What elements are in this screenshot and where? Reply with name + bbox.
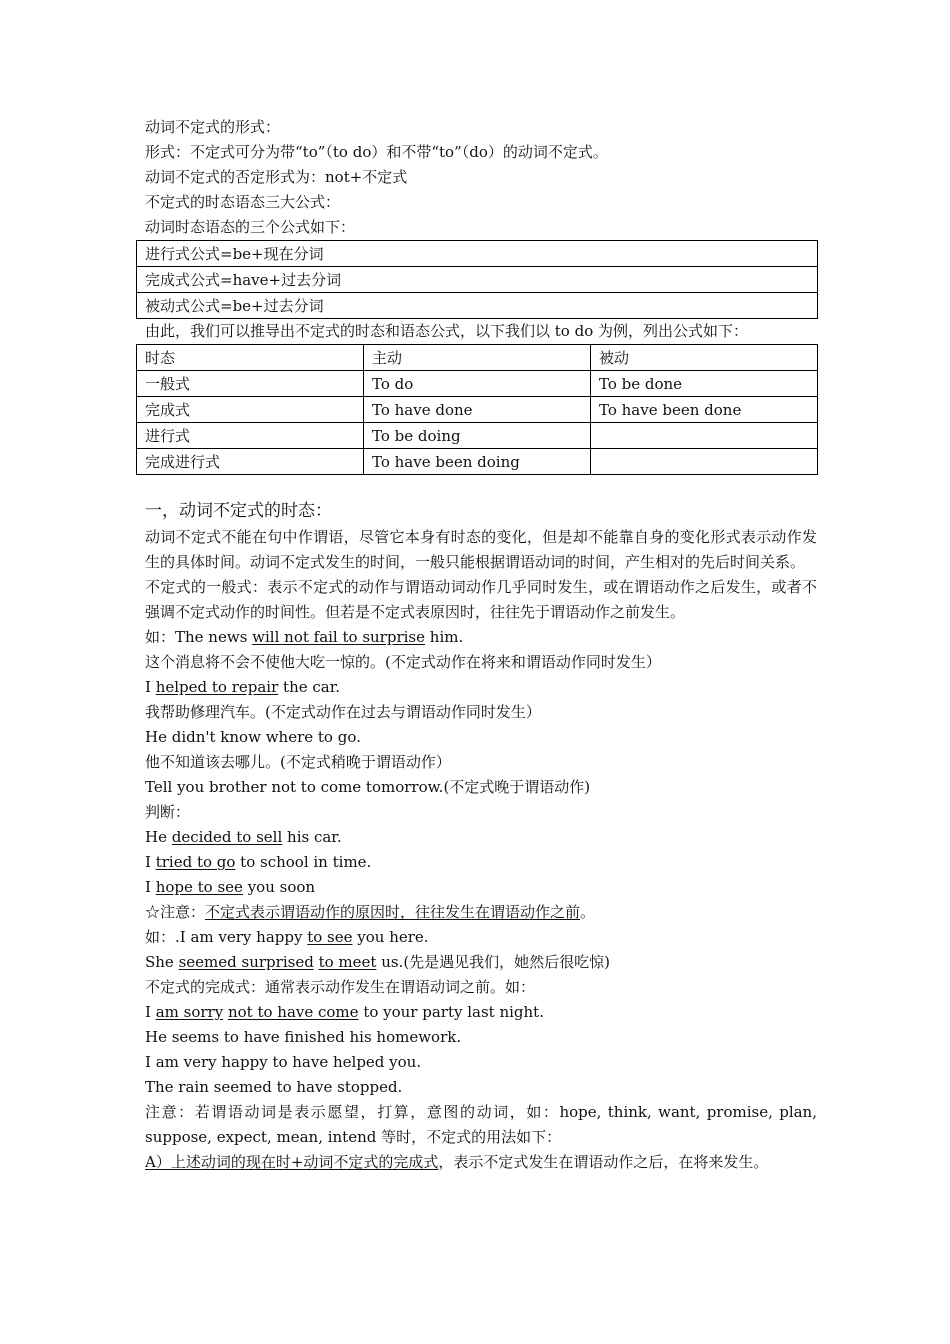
example-translation: 他不知道该去哪儿。(不定式稍晚于谓语动作） [145,753,451,771]
tense-table [136,344,818,475]
section-title: 一，动词不定式的时态： [145,501,332,521]
example-line: Tell you brother not to come tomorrow.(不定式晚于谓语动作) [145,778,591,796]
header-cell: 被动 [591,345,818,371]
table-cell: To be done [591,371,818,397]
intro-negative-line: 动词不定式的否定形式为：not+不定式 [145,168,408,186]
table-cell [591,449,818,475]
intro-formula-intro: 动词时态语态的三个公式如下： [145,218,356,236]
example-line: The rain seemed to have stopped. [145,1078,403,1096]
table-row [137,267,818,293]
example-line: She seemed surprised to meet us.(先是遇见我们，她然后很吃惊) [145,953,611,971]
table-row [137,423,818,449]
header-cell: 时态 [137,345,364,371]
example-line: 如：The news will not fail to surprise him. [145,628,464,646]
formula-cell: 进行式公式=be+现在分词 [137,241,818,267]
table-header-row [137,345,818,371]
table-cell: To be doing [364,423,591,449]
table-cell: 一般式 [137,371,364,397]
table-cell: To have been doing [364,449,591,475]
judge-heading: 判断： [145,803,191,821]
table-cell: To do [364,371,591,397]
formula-cell: 被动式公式=be+过去分词 [137,293,818,319]
example-line: I am very happy to have helped you. [145,1053,422,1071]
formula-table [136,240,818,319]
perfect-heading: 不定式的完成式：通常表示动作发生在谓语动词之前。如： [145,978,536,996]
formula-cell: 完成式公式=have+过去分词 [137,267,818,293]
judge-line: I hope to see you soon [145,878,316,896]
note-line: ☆注意：不定式表示谓语动作的原因时，往往发生在谓语动作之前。 [145,903,596,921]
paragraph: 动词不定式不能在句中作谓语，尽管它本身有时态的变化，但是却不能靠自身的变化形式表示动作发生的具体时间。动词不定式发生的时间，一般只能根据谓语动词的时间，产生相对的先后时间关系。 [145,528,817,571]
judge-line: He decided to sell his car. [145,828,342,846]
example-line: 如：.I am very happy to see you here. [145,928,429,946]
intro-heading: 动词不定式的形式： [145,118,281,136]
table-cell: 进行式 [137,423,364,449]
table-row [137,293,818,319]
table-cell: 完成式 [137,397,364,423]
example-line: I helped to repair the car. [145,678,341,696]
table-cell: To have done [364,397,591,423]
example-translation: 这个消息将不会不使他大吃一惊的。(不定式动作在将来和谓语动作同时发生） [145,653,661,671]
table-cell: 完成进行式 [137,449,364,475]
intro-formula-heading: 不定式的时态语态三大公式： [145,193,341,211]
table-row [137,371,818,397]
table-row [137,241,818,267]
rule-a-line: A）上述动词的现在时+动词不定式的完成式，表示不定式发生在谓语动作之后，在将来发生。 [145,1153,769,1171]
derive-line: 由此，我们可以推导出不定式的时态和语态公式，以下我们以 to do 为例，列出公式如下： [145,322,748,340]
intro-form-line: 形式：不定式可分为带“to”（to do）和不带“to”（do）的动词不定式。 [145,143,608,161]
header-cell: 主动 [364,345,591,371]
example-line: I am sorry not to have come to your party last night. [145,1003,544,1021]
table-row [137,397,818,423]
note-paragraph: 注意：若谓语动词是表示愿望，打算，意图的动词，如：hope, think, want, promise, plan, suppose, expect, mean, intend 等时，不定式的用法如下： [145,1103,817,1146]
table-row [137,449,818,475]
table-cell: To have been done [591,397,818,423]
paragraph: 不定式的一般式：表示不定式的动作与谓语动词动作几乎同时发生，或在谓语动作之后发生，或者不强调不定式动作的时间性。但若是不定式表原因时，往往先于谓语动作之前发生。 [145,578,817,621]
example-line: He seems to have finished his homework. [145,1028,462,1046]
table-cell [591,423,818,449]
judge-line: I tried to go to school in time. [145,853,372,871]
example-translation: 我帮助修理汽车。(不定式动作在过去与谓语动作同时发生） [145,703,541,721]
example-line: He didn't know where to go. [145,728,361,746]
document-page [145,115,817,1175]
